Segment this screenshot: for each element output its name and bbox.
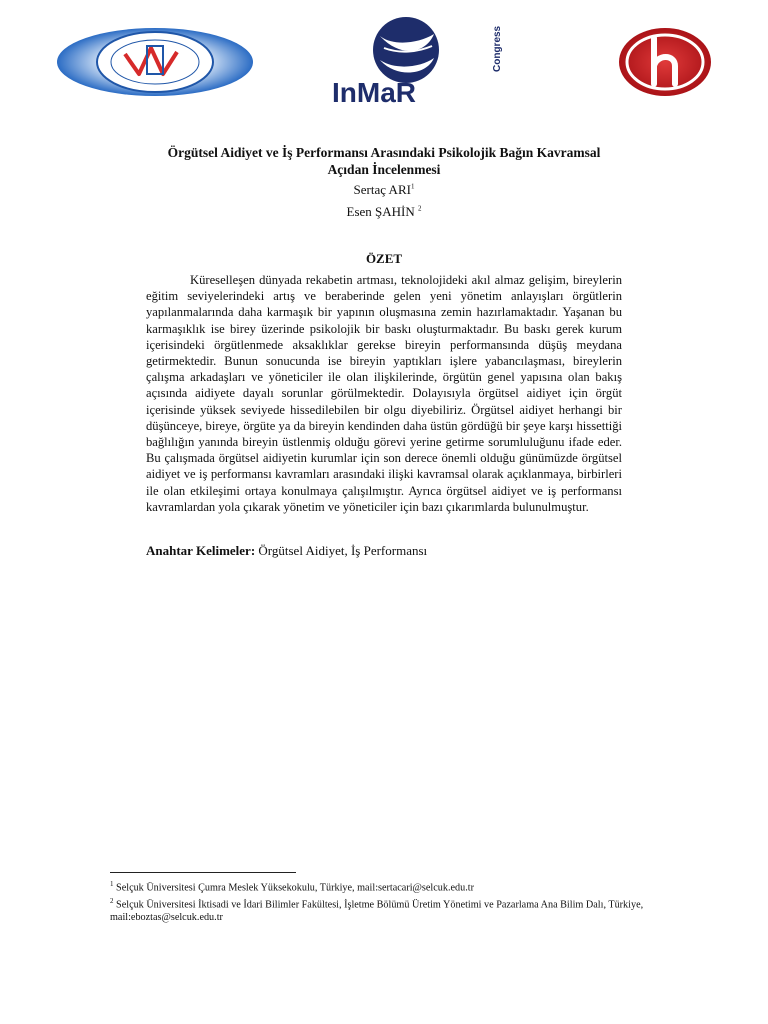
author-footnote-mark: 1 bbox=[410, 182, 415, 191]
university-seal-logo bbox=[55, 26, 255, 103]
congress-wordmark: Congress bbox=[492, 25, 503, 72]
footnotes bbox=[110, 878, 660, 924]
footnote-2 bbox=[110, 895, 660, 925]
author-1 bbox=[120, 182, 648, 198]
logo-bar bbox=[0, 14, 768, 104]
abstract-body: Küreselleşen dünyada rekabetin artması, teknolojideki akıl almaz gelişim, bireylerin eğitim seviyelerindeki artış ve beraberinde gelen yeni yönetim anlayışları örgütlerin yapılanmalarında daha karmaşık bir yapının oluşmasına zemin hazırlamaktadır. Yaşanan bu karmaşıklık ise birey üzerinde psikolojik bir baskı oluşturmaktadır. Bu baskı gerek kurum içerisindeki örgütlenmede aksaklıklar gerekse bireyin performansında düşüş meydana getirmektedir. Bunun sonucunda ise bireyin yaptıkları işlere yabancılaşması, bireylerin çalışma arkadaşları ve yöneticiler ile olan ilişkilerinde, örgütün genel yapısına olan bakış açısında aidiyete dayalı sorunlar görülmektedir. Dolayısıyla örgütsel aidiyet için örgüt içerisinde yüksek seviyede hissedilebilen bir olgu diyebiliriz. Örgütsel aidiyet herhangi bir düşünceye, bireye, örgüte ya da bireyin kendinden daha üstün gördüğü bir şeye karşı hissettiği bağlılığın yanında bireyin üstlenmiş olduğu görevi yerine getirme sorumluluğunu ifade eder. Bu çalışmada örgütsel aidiyetin kurumlar için son derece önemli olduğu günümüzde örgütsel aidiyet ve iş performansı kavramları arasındaki ilişki kavramsal olarak açıklanmaya, birbirleri ile olan etkileşimi ortaya konulmaya çalışılmıştır. Ayrıca örgütsel aidiyet ve iş performansı kavramlardan yola çıkarak yönetim ve yöneticiler için bazı çıkarımlarda bulunulmuştur. bbox=[146, 273, 622, 514]
abstract-heading: ÖZET bbox=[365, 251, 403, 266]
title-line-2: Açıdan İncelenmesi bbox=[327, 162, 441, 177]
footnote-rule bbox=[110, 872, 296, 873]
inmar-wordmark: InMaR bbox=[332, 77, 416, 106]
author-footnote-mark: 2 bbox=[418, 204, 422, 213]
paper-title bbox=[120, 144, 648, 178]
footnote-mark: 1 bbox=[110, 880, 114, 888]
footnote-text: Selçuk Üniversitesi İktisadi ve İdari Bilimler Fakültesi, İşletme Bölümü Üretim Yönetimi ve Pazarlama Ana Bilim Dalı, Türkiye, mail:eboztas@selcuk.edu.tr bbox=[110, 898, 644, 924]
right-h-logo bbox=[617, 26, 713, 103]
title-line-1: Örgütsel Aidiyet ve İş Performansı Arasındaki Psikolojik Bağın Kavramsal bbox=[167, 145, 601, 160]
footnote-mark: 2 bbox=[110, 896, 114, 905]
footnote-1 bbox=[110, 878, 660, 895]
author-name: Sertaç ARI bbox=[353, 182, 411, 197]
author-name: Esen ŞAHİN bbox=[346, 204, 415, 219]
keywords-label: Anahtar Kelimeler: bbox=[146, 543, 256, 558]
author-2 bbox=[120, 204, 648, 220]
inmar-congress-logo bbox=[322, 14, 522, 111]
footnote-text: Selçuk Üniversitesi Çumra Meslek Yüksekokulu, Türkiye, mail:sertacari@selcuk.edu.tr bbox=[116, 882, 474, 894]
keywords bbox=[146, 543, 622, 559]
keywords-value: Örgütsel Aidiyet, İş Performansı bbox=[258, 543, 428, 558]
